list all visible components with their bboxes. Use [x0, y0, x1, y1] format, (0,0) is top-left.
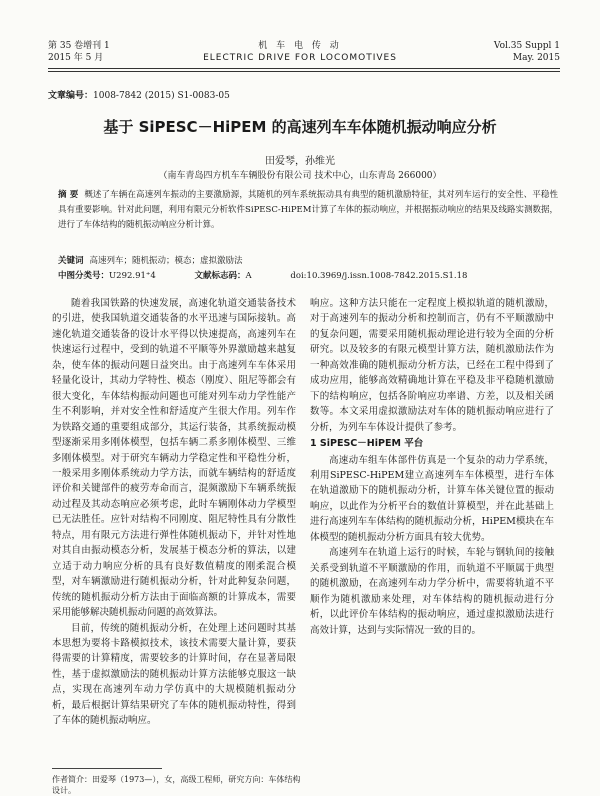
section-1-heading: 1 SiPESC－HiPEM 平台	[310, 438, 424, 450]
abstract	[58, 188, 558, 233]
article-number-value: 1008-7842 (2015) S1-0083-05	[93, 91, 230, 101]
journal-issue-line2: May. 2015	[512, 53, 560, 63]
header-rule	[48, 68, 560, 69]
abstract-text: 概述了车辆在高速列车振动的主要激励源，其随机的列车系统振动具有典型的随机激励特征，其对列车运行的安全性、平稳性具有重要影响。针对此问题，利用有限元分析软件SiPESC-HiPEM计算了车体的振动响应，并根据振动响应的结果及线路实测数据，进行了车体结构的随机振动响应分析计算。	[58, 190, 558, 230]
authors: 田爱琴，孙维光	[265, 156, 335, 167]
journal-name-en: ELECTRIC DRIVE FOR LOCOMOTIVES	[203, 53, 397, 63]
affiliation: （南车青岛四方机车车辆股份有限公司 技术中心，山东青岛 266000）	[158, 171, 442, 181]
left-column	[52, 296, 296, 729]
section-1-paragraph-1: 高速动车组车体部件仿真是一个复杂的动力学系统，利用SiPESC-HiPEM建立高速列车车体模型，进行车体在轨道激励下的随机振动分析，计算车体关键位置的振动响应，以此作为分析平台的数值计算模型，并在此基础上进行高速列车车体结构的随机振动分析，HiPEM模块在车体模型的随机振动分析方面具有较大优势。	[310, 454, 554, 543]
article-number-label: 文章编号：	[48, 91, 94, 101]
article-number	[48, 88, 230, 101]
keywords-text: 高速列车；随机振动；模态；虚拟激励法	[89, 256, 243, 266]
journal-name-cn: 机 车 电 传 动	[258, 41, 342, 51]
clc-value: U292.91⁺4	[109, 271, 156, 281]
intro-paragraph-2: 目前，传统的随机振动分析，在处理上述问题时其基本思想为要将卡路模拟技术，该技术需要大量计算，要获得需要的计算精度，需要较多的计算时间，存在显著局限性，基于虚拟激励法的随机振动计算方法能够克服这一缺点，实现在高速列车动力学仿真中的大规模随机振动分析，最后根据计算结果研究了车体的随机振动特性，得到了车体的随机振动响应。	[52, 622, 296, 727]
journal-issue	[494, 40, 560, 64]
paper-title: 基于 SiPESC－HiPEM 的高速列车车体随机振动响应分析	[103, 118, 497, 136]
doi: doi:10.3969/j.issn.1008-7842.2015.S1.18	[290, 271, 468, 281]
keywords-label: 关键词	[58, 256, 84, 266]
clc-label: 中图分类号：	[58, 271, 110, 281]
journal-volume-line1: 第 35 卷增刊 1	[48, 41, 110, 51]
right-column	[310, 296, 554, 638]
classification	[58, 269, 485, 281]
intro-continuation: 响应。这种方法只能在一定程度上模拟轨道的随机激励，对于高速列车的振动分析和控制而言，仍有不平顺激励中的复杂问题，需要采用随机振动理论进行较为全面的分析研究。以及较多的有限元模型计算方法，随机激励法作为一种高效准确的随机振动分析方法，已经在工程中得到了成功应用，能够高效精确地计算在平稳及非平稳随机激励下的结构响应，包括各阶响应功率谱、方差，以及相关函数等。本文采用虚拟激励法对车体的随机振动响应进行了分析，为列车车体设计提供了参考。	[310, 298, 554, 433]
intro-paragraph-1: 随着我国铁路的快速发展，高速化轨道交通装备技术的引进，使我国轨道交通装备的水平迅速与国际接轨。高速化轨道交通装备的设计水平得以快速提高，高速列车在快速运行过程中，受到的轨道不平顺等外界激励越来越复杂，使车体的振动问题日益突出。由于高速列车车体采用轻量化设计，其动力学特性、模态（刚度）、阻尼等都会有很大变化，车体结构振动问题也可能对列车动力学性能产生不利影响，并对安全性和舒适度产生很大作用。列车作为铁路交通的重要组成部分，其运行装备，其系统振动模型逐渐采用多刚体模型，包括车辆二系多刚体模型、三维多刚体模型。对于研究车辆动力学稳定性和平稳性分析，一般采用多刚体系统动力学方法，而就车辆结构的舒适度评价和关键部件的疲劳寿命而言，混频激励下车辆系统振动过程及其动态响应必须考虑，此时车辆刚体动力学模型已无法胜任。应针对结构不同刚度、阻尼特性具有分散性特点，用有限元方法进行弹性体随机振动下，并针对性地对其自由振动模态分析，发展基于模态分析的算法，以建立适于动力响应分析的具有良好数值精度的刚柔混合模型，对车辆激励进行随机振动分析，针对此种复杂问题，传统的随机振动分析方法由于面临高额的计算成本，需要采用能够解决随机振动问题的高效算法。	[52, 298, 296, 619]
footnote: 作者简介：田爱琴（1973—），女，高级工程师，研究方向：车体结构设计。	[52, 775, 301, 795]
abstract-label: 摘 要	[58, 190, 79, 200]
footnote-rule	[52, 768, 162, 769]
journal-volume-line2: 2015 年 5 月	[48, 53, 104, 63]
doc-code-label: 文献标志码：	[194, 271, 246, 281]
header-rule-thin	[48, 71, 560, 72]
journal-issue-line1: Vol.35 Suppl 1	[493, 41, 560, 51]
section-1-paragraph-2: 高速列车在轨道上运行的时候，车轮与钢轨间的接触关系受到轨道不平顺激励的作用，而轨道不平顺属于典型的随机激励，在高速列车动力学分析中，需要将轨道不平顺作为随机激励来处理，对车体结构的随机振动进行分析，以此评价车体结构的振动响应，通过虚拟激励法进行高效计算，达到与实际情况一致的目的。	[310, 547, 554, 636]
doc-code-value: A	[245, 271, 252, 281]
keywords	[58, 254, 558, 268]
